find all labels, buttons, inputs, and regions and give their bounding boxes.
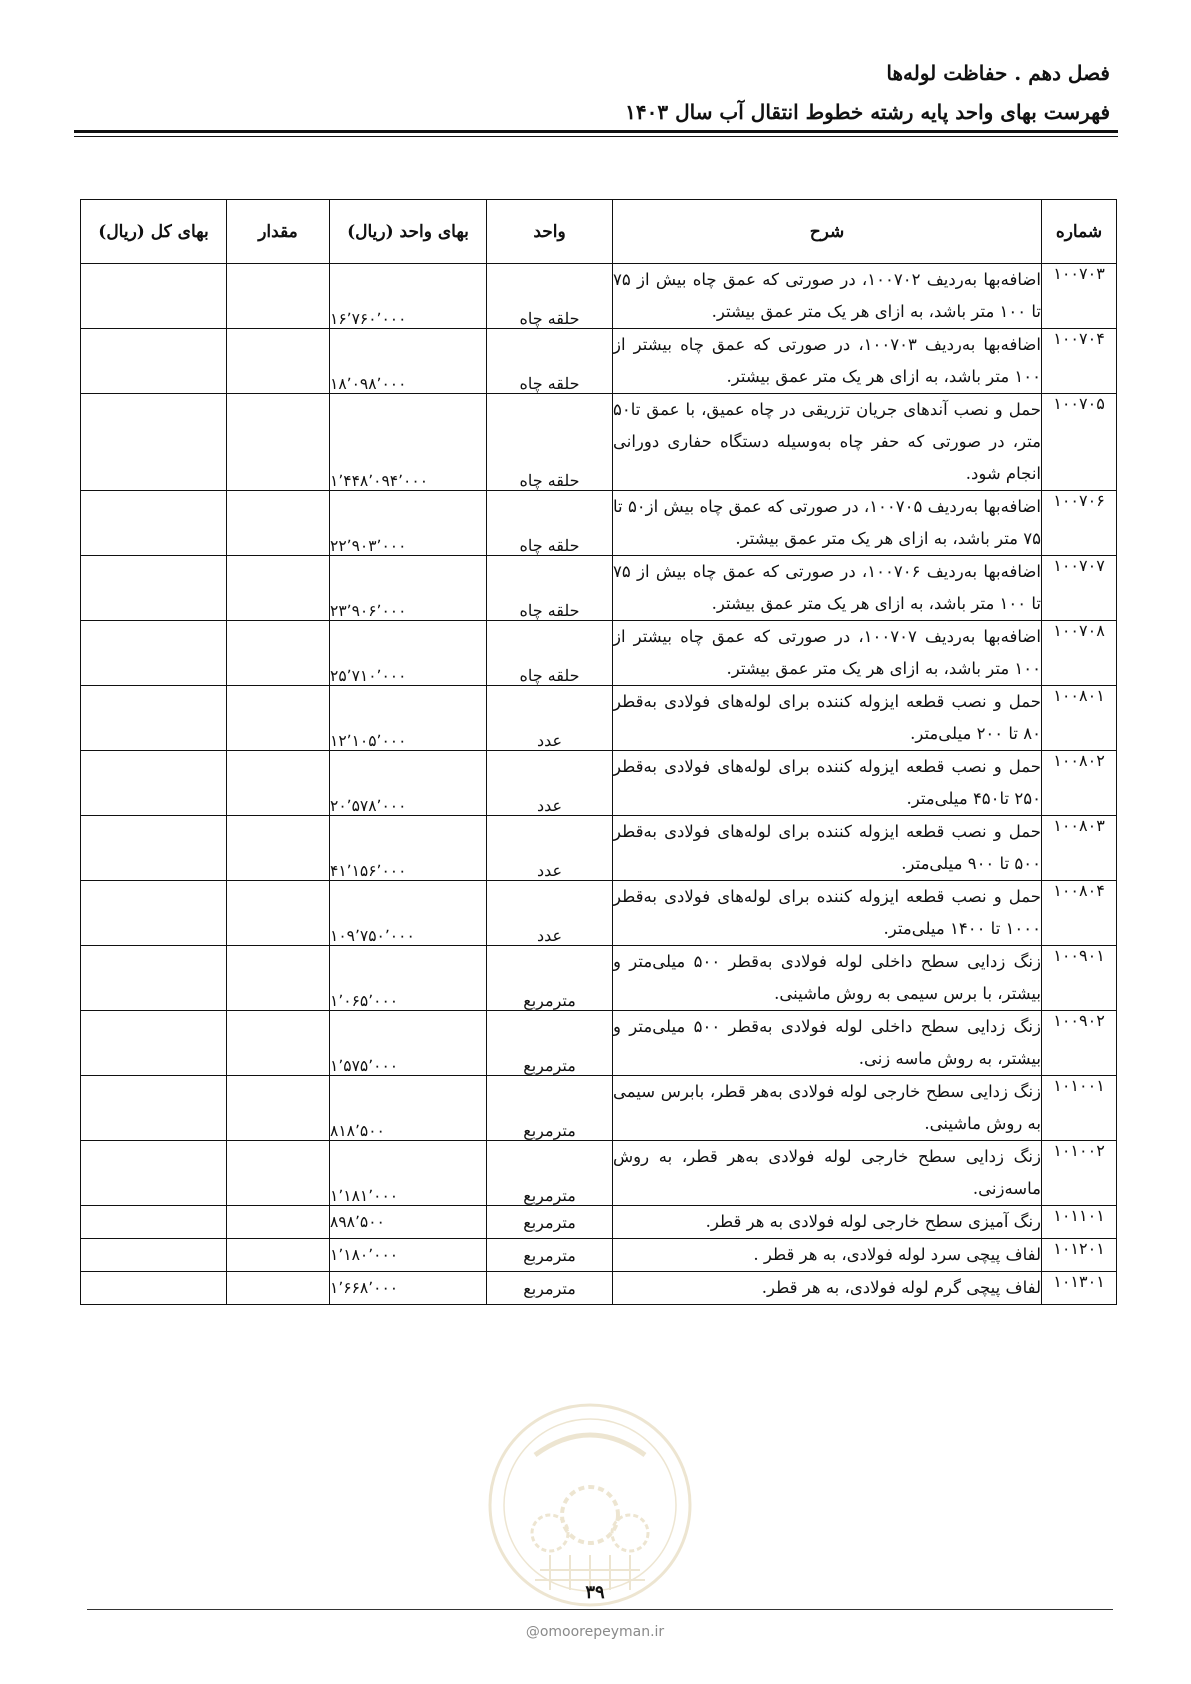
- row-number: ۱۰۰۷۰۴: [1042, 329, 1117, 394]
- table-header-row: [81, 200, 1117, 264]
- row-total-price: [81, 621, 227, 686]
- row-description: اضافه‌بها به‌ردیف ۱۰۰۷۰۲، در صورتی که عمق چاه بیش از ۷۵ تا ۱۰۰ متر باشد، به ازای هر یک متر عمق بیشتر.: [613, 264, 1042, 329]
- row-total-price: [81, 556, 227, 621]
- row-quantity: [227, 394, 330, 491]
- column-header-total-price: بهای کل (ریال): [81, 200, 227, 264]
- row-description: لفاف پیچی سرد لوله فولادی، به هر قطر .: [613, 1239, 1042, 1272]
- table-row: [81, 329, 1117, 394]
- row-unit: مترمربع: [487, 1206, 613, 1239]
- row-quantity: [227, 1239, 330, 1272]
- table-row: [81, 621, 1117, 686]
- row-quantity: [227, 946, 330, 1011]
- row-unit-price: ۲۵٬۷۱۰٬۰۰۰: [330, 621, 487, 686]
- row-total-price: [81, 329, 227, 394]
- row-total-price: [81, 751, 227, 816]
- row-total-price: [81, 394, 227, 491]
- row-unit: عدد: [487, 881, 613, 946]
- row-number: ۱۰۰۹۰۱: [1042, 946, 1117, 1011]
- row-unit-price: ۲۰٬۵۷۸٬۰۰۰: [330, 751, 487, 816]
- row-total-price: [81, 1076, 227, 1141]
- row-unit: حلقه چاه: [487, 329, 613, 394]
- table-row: [81, 1239, 1117, 1272]
- row-unit-price: ۲۳٬۹۰۶٬۰۰۰: [330, 556, 487, 621]
- row-description: اضافه‌بها به‌ردیف ۱۰۰۷۰۶، در صورتی که عمق چاه بیش از ۷۵ تا ۱۰۰ متر باشد، به ازای هر یک متر عمق بیشتر.: [613, 556, 1042, 621]
- row-unit-price: ۱٬۴۴۸٬۰۹۴٬۰۰۰: [330, 394, 487, 491]
- row-number: ۱۰۱۰۰۲: [1042, 1141, 1117, 1206]
- row-quantity: [227, 329, 330, 394]
- row-total-price: [81, 881, 227, 946]
- header-rule-thin: [74, 136, 1118, 137]
- row-description: زنگ زدایی سطح داخلی لوله فولادی به‌قطر ۵۰۰ میلی‌متر و بیشتر، به روش ماسه زنی.: [613, 1011, 1042, 1076]
- table-row: [81, 751, 1117, 816]
- row-quantity: [227, 686, 330, 751]
- row-unit-price: ۱۲٬۱۰۵٬۰۰۰: [330, 686, 487, 751]
- row-unit: حلقه چاه: [487, 491, 613, 556]
- row-description: اضافه‌بها به‌ردیف ۱۰۰۷۰۵، در صورتی که عمق چاه بیش از۵۰ تا ۷۵ متر باشد، به ازای هر یک متر عمق بیشتر.: [613, 491, 1042, 556]
- row-quantity: [227, 1011, 330, 1076]
- table-body: [81, 264, 1117, 1305]
- row-unit: حلقه چاه: [487, 556, 613, 621]
- row-number: ۱۰۰۷۰۷: [1042, 556, 1117, 621]
- row-unit-price: ۱۶٬۷۶۰٬۰۰۰: [330, 264, 487, 329]
- table-row: [81, 946, 1117, 1011]
- row-description: اضافه‌بها به‌ردیف ۱۰۰۷۰۷، در صورتی که عمق چاه بیشتر از ۱۰۰ متر باشد، به ازای هر یک متر عمق بیشتر.: [613, 621, 1042, 686]
- table-row: [81, 1076, 1117, 1141]
- row-quantity: [227, 751, 330, 816]
- row-number: ۱۰۱۰۰۱: [1042, 1076, 1117, 1141]
- table-row: [81, 1141, 1117, 1206]
- row-quantity: [227, 816, 330, 881]
- row-number: ۱۰۱۲۰۱: [1042, 1239, 1117, 1272]
- row-description: حمل و نصب قطعه ایزوله کننده برای لوله‌های فولادی به‌قطر ۵۰۰ تا ۹۰۰ میلی‌متر.: [613, 816, 1042, 881]
- row-quantity: [227, 491, 330, 556]
- row-unit: مترمربع: [487, 1272, 613, 1305]
- row-quantity: [227, 1076, 330, 1141]
- row-description: زنگ زدایی سطح خارجی لوله فولادی به‌هر قطر، به روش ماسه‌زنی.: [613, 1141, 1042, 1206]
- row-unit: مترمربع: [487, 1011, 613, 1076]
- row-description: زنگ زدایی سطح خارجی لوله فولادی به‌هر قطر، بابرس سیمی به روش ماشینی.: [613, 1076, 1042, 1141]
- row-total-price: [81, 1272, 227, 1305]
- row-unit: عدد: [487, 751, 613, 816]
- row-number: ۱۰۰۸۰۱: [1042, 686, 1117, 751]
- row-unit-price: ۱۰۹٬۷۵۰٬۰۰۰: [330, 881, 487, 946]
- row-unit-price: ۱٬۵۷۵٬۰۰۰: [330, 1011, 487, 1076]
- row-unit-price: ۱۸٬۰۹۸٬۰۰۰: [330, 329, 487, 394]
- row-total-price: [81, 686, 227, 751]
- row-quantity: [227, 881, 330, 946]
- watermark-url: @omoorepeyman.ir: [525, 1624, 665, 1640]
- row-description: اضافه‌بها به‌ردیف ۱۰۰۷۰۳، در صورتی که عمق چاه بیشتر از ۱۰۰ متر باشد، به ازای هر یک متر عمق بیشتر.: [613, 329, 1042, 394]
- row-unit-price: ۱٬۱۸۰٬۰۰۰: [330, 1239, 487, 1272]
- row-number: ۱۰۰۸۰۳: [1042, 816, 1117, 881]
- row-number: ۱۰۰۸۰۴: [1042, 881, 1117, 946]
- table-row: [81, 394, 1117, 491]
- row-unit: حلقه چاه: [487, 621, 613, 686]
- table-row: [81, 816, 1117, 881]
- row-number: ۱۰۱۱۰۱: [1042, 1206, 1117, 1239]
- row-description: زنگ زدایی سطح داخلی لوله فولادی به‌قطر ۵۰۰ میلی‌متر و بیشتر، با برس سیمی به روش ماشینی.: [613, 946, 1042, 1011]
- row-quantity: [227, 264, 330, 329]
- row-total-price: [81, 1011, 227, 1076]
- table-row: [81, 1272, 1117, 1305]
- table-row: [81, 686, 1117, 751]
- row-description: حمل و نصب قطعه ایزوله کننده برای لوله‌های فولادی به‌قطر ۱۰۰۰ تا ۱۴۰۰ میلی‌متر.: [613, 881, 1042, 946]
- price-list-table: [80, 199, 1117, 1305]
- row-quantity: [227, 1206, 330, 1239]
- row-description: رنگ آمیزی سطح خارجی لوله فولادی به هر قطر.: [613, 1206, 1042, 1239]
- row-quantity: [227, 621, 330, 686]
- row-total-price: [81, 264, 227, 329]
- table-row: [81, 491, 1117, 556]
- table-row: [81, 1011, 1117, 1076]
- row-number: ۱۰۰۷۰۳: [1042, 264, 1117, 329]
- table-row: [81, 1206, 1117, 1239]
- row-number: ۱۰۰۷۰۶: [1042, 491, 1117, 556]
- column-header-unit: واحد: [487, 200, 613, 264]
- column-header-unit-price: بهای واحد (ریال): [330, 200, 487, 264]
- row-total-price: [81, 946, 227, 1011]
- row-unit: عدد: [487, 686, 613, 751]
- table-row: [81, 881, 1117, 946]
- row-description: لفاف پیچی گرم لوله فولادی، به هر قطر.: [613, 1272, 1042, 1305]
- row-unit: مترمربع: [487, 1141, 613, 1206]
- row-unit-price: ۸۹۸٬۵۰۰: [330, 1206, 487, 1239]
- row-number: ۱۰۰۸۰۲: [1042, 751, 1117, 816]
- row-unit: مترمربع: [487, 1239, 613, 1272]
- row-unit: حلقه چاه: [487, 394, 613, 491]
- row-number: ۱۰۱۳۰۱: [1042, 1272, 1117, 1305]
- document-title: فهرست بهای واحد پایه رشته خطوط انتقال آب سال ۱۴۰۳: [625, 100, 1110, 124]
- row-quantity: [227, 1141, 330, 1206]
- row-total-price: [81, 816, 227, 881]
- column-header-number: شماره: [1042, 200, 1117, 264]
- row-number: ۱۰۰۹۰۲: [1042, 1011, 1117, 1076]
- row-number: ۱۰۰۷۰۸: [1042, 621, 1117, 686]
- row-description: حمل و نصب قطعه ایزوله کننده برای لوله‌های فولادی به‌قطر ۲۵۰ تا۴۵۰ میلی‌متر.: [613, 751, 1042, 816]
- row-unit-price: ۱٬۱۸۱٬۰۰۰: [330, 1141, 487, 1206]
- row-description: حمل و نصب قطعه ایزوله کننده برای لوله‌های فولادی به‌قطر ۸۰ تا ۲۰۰ میلی‌متر.: [613, 686, 1042, 751]
- footer-rule: [87, 1609, 1113, 1610]
- column-header-description: شرح: [613, 200, 1042, 264]
- row-unit-price: ۸۱۸٬۵۰۰: [330, 1076, 487, 1141]
- chapter-heading: فصل دهم . حفاظت لوله‌ها: [886, 61, 1110, 85]
- row-unit-price: ۱٬۶۶۸٬۰۰۰: [330, 1272, 487, 1305]
- row-description: حمل و نصب آندهای جریان تزریقی در چاه عمیق، با عمق تا۵۰ متر، در صورتی که حفر چاه به‌وسیله دستگاه حفاری دورانی انجام شود.: [613, 394, 1042, 491]
- row-total-price: [81, 1206, 227, 1239]
- row-unit-price: ۲۲٬۹۰۳٬۰۰۰: [330, 491, 487, 556]
- table-row: [81, 556, 1117, 621]
- row-total-price: [81, 1239, 227, 1272]
- row-total-price: [81, 491, 227, 556]
- row-total-price: [81, 1141, 227, 1206]
- row-unit: مترمربع: [487, 1076, 613, 1141]
- row-unit-price: ۱٬۰۶۵٬۰۰۰: [330, 946, 487, 1011]
- row-unit: عدد: [487, 816, 613, 881]
- row-quantity: [227, 556, 330, 621]
- row-quantity: [227, 1272, 330, 1305]
- header-rule-thick: [74, 130, 1118, 133]
- column-header-quantity: مقدار: [227, 200, 330, 264]
- table-row: [81, 264, 1117, 329]
- row-number: ۱۰۰۷۰۵: [1042, 394, 1117, 491]
- row-unit-price: ۴۱٬۱۵۶٬۰۰۰: [330, 816, 487, 881]
- row-unit: مترمربع: [487, 946, 613, 1011]
- row-unit: حلقه چاه: [487, 264, 613, 329]
- page-number: ۳۹: [585, 1582, 605, 1603]
